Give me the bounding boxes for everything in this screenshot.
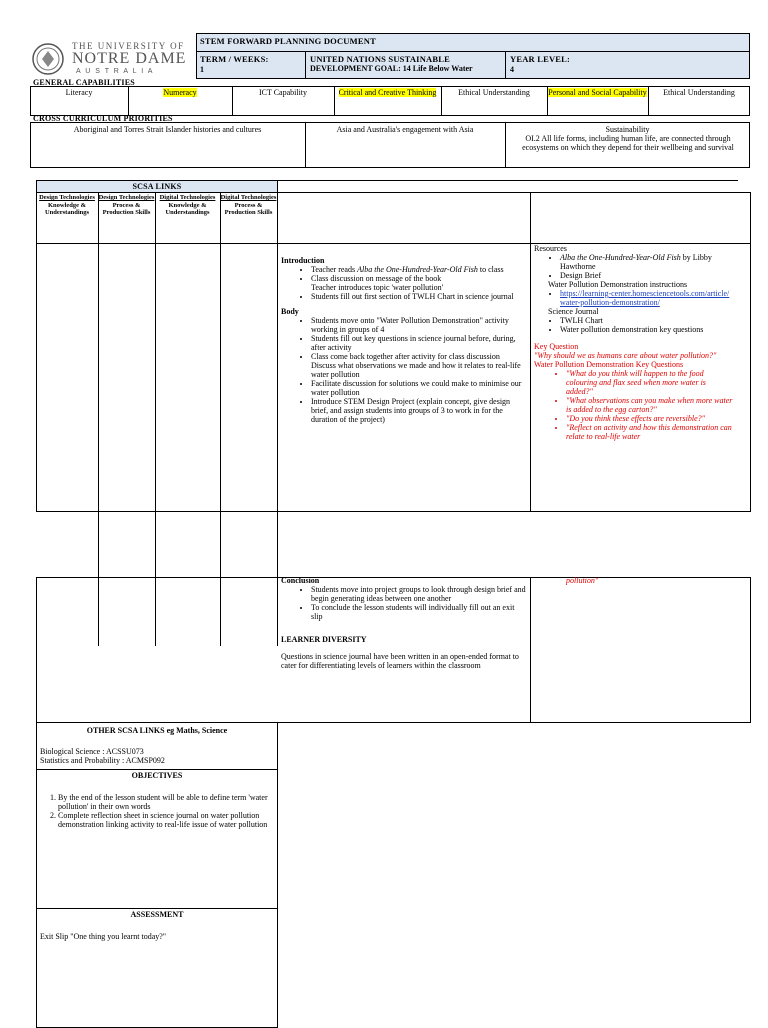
key-question-body: "Why should we as humans care about water pollution?" — [534, 351, 717, 360]
list-item: • Water pollution demonstration key questions — [560, 325, 734, 334]
capability-numeracy: Numeracy — [163, 88, 197, 97]
goal-cell — [305, 51, 506, 79]
scsa-links-heading: SCSA LINKS — [132, 182, 182, 191]
ccp-asia: Asia and Australia's engagement with Asia — [336, 125, 474, 134]
scsa-col-dt-knowledge: Design Technologies Knowledge & Understandings — [39, 194, 95, 216]
objectives-cell — [36, 769, 278, 909]
assessment-cell — [36, 908, 278, 1028]
list-item: • Teacher reads Alba the One-Hundred-Year-Old Fish to class — [311, 265, 526, 274]
assessment-body: Exit Slip "One thing you learnt today?" — [40, 932, 167, 941]
other-links-heading: OTHER SCSA LINKS eg Maths, Science — [86, 726, 228, 735]
list-item: • Facilitate discussion for solutions we could make to minimise our water pollution — [311, 379, 526, 397]
list-item: • "What do you think will happen to the food colouring and flax seed when more water is added?" — [566, 369, 734, 396]
list-item — [560, 289, 734, 307]
list-item: • Design Brief — [560, 271, 734, 280]
q4-continuation: pollution" — [566, 576, 599, 585]
key-question-heading: Key Question — [534, 342, 579, 351]
other-links-line1: Biological Science : ACSSU073 — [40, 747, 144, 756]
university-name-line2: NOTRE DAME — [72, 50, 187, 67]
term-value: 1 — [200, 65, 204, 74]
cross-curriculum-heading: CROSS CURRICULUM PRIORITIES — [33, 114, 173, 123]
resources-heading: Resources — [534, 244, 567, 253]
intro-list — [281, 265, 526, 301]
list-item: • Students fill out first section of TWLH Chart in science journal — [311, 292, 526, 301]
list-item: • TWLH Chart — [560, 316, 734, 325]
resource-line: Science Journal — [548, 307, 599, 316]
objectives-list — [40, 793, 290, 829]
university-logo — [28, 38, 196, 80]
scsa-col-digt-knowledge: Digital Technologies Knowledge & Understandings — [159, 194, 216, 216]
list-item: 1. By the end of the lesson student will be able to define term 'water pollution' in their own words — [58, 793, 290, 811]
wp-questions-heading: Water Pollution Demonstration Key Questions — [534, 360, 684, 369]
term-cell — [196, 51, 306, 79]
resource-line: Water Pollution Demonstration instructions — [548, 280, 688, 289]
scsa-col-digt-process: Digital Technologies Process & Production Skills — [220, 194, 277, 216]
capability-personal-social: Personal and Social Capability — [548, 88, 647, 97]
year-value: 4 — [510, 65, 514, 74]
general-capabilities-heading: GENERAL CAPABILITIES — [33, 78, 135, 87]
capability-ethical: Ethical Understanding — [458, 88, 530, 97]
university-name-line3: A U S T R A L I A — [76, 68, 154, 75]
goal-line1: UNITED NATIONS SUSTAINABLE — [310, 54, 450, 64]
list-item: • Class discussion on message of the book Teacher introduces topic 'water pollution' — [311, 274, 526, 292]
list-item: • Alba the One-Hundred-Year-Old Fish by Libby Hawthorne — [560, 253, 734, 271]
capability-ethical-2: Ethical Understanding — [663, 88, 735, 97]
list-item: 2. Complete reflection sheet in science journal on water pollution demonstration linking activity to real-life issue of water pollution — [58, 811, 290, 829]
year-cell — [505, 51, 750, 79]
learner-diversity-heading: LEARNER DIVERSITY — [281, 635, 367, 644]
other-links-line2: Statistics and Probability : ACMSP092 — [40, 756, 165, 765]
list-item: • Class come back together after activity for class discussion Discuss what observations we made and how it relates to real-life water pollution — [311, 352, 526, 379]
body-heading: Body — [281, 307, 299, 316]
university-name-line1: THE UNIVERSITY OF — [72, 41, 185, 51]
list-item: • To conclude the lesson students will individually fill out an exit slip — [311, 603, 526, 621]
scsa-col-dt-process: Design Technologies Process & Production Skills — [98, 194, 155, 216]
lesson-procedure-cont — [281, 576, 526, 670]
doc-title-cell — [196, 33, 750, 52]
assessment-heading: ASSESSMENT — [130, 910, 184, 919]
term-label: TERM / WEEKS: — [200, 54, 269, 64]
list-item: • Students move onto "Water Pollution Demonstration" activity working in groups of 4 — [311, 316, 526, 334]
list-item: • Students fill out key questions in science journal before, during, after activity — [311, 334, 526, 352]
objectives-heading: OBJECTIVES — [131, 771, 183, 780]
ccp-sustainability-title: Sustainability — [605, 125, 650, 134]
capability-critical-creative: Critical and Creative Thinking — [338, 88, 437, 97]
resources-panel — [534, 244, 734, 441]
list-item: • "What observations can you make when more water is added to the egg carton?" — [566, 396, 734, 414]
body-list — [281, 316, 526, 424]
goal-line2: DEVELOPMENT GOAL: 14 Life Below Water — [310, 64, 473, 73]
ccp-aboriginal: Aboriginal and Torres Strait Islander histories and cultures — [73, 125, 262, 134]
ccp-sustainability-body: OI.2 All life forms, including human life, are connected through ecosystems on which they depend for their wellbeing and survival — [522, 134, 734, 152]
lesson-procedure — [281, 256, 526, 424]
crest-icon — [32, 42, 64, 76]
demo-link[interactable]: https://learning-center.homesciencetools.com/article/water-pollution-demonstration/ — [560, 289, 730, 307]
learner-diversity-body: Questions in science journal have been written in an open-ended format to cater for differentiating levels of learners within the classroom — [281, 652, 519, 670]
year-label: YEAR LEVEL: — [510, 54, 571, 64]
list-item: • Introduce STEM Design Project (explain concept, give design brief, and assign students into groups of 3 to work in for the duration of the project) — [311, 397, 526, 424]
list-item: • "Do you think these effects are reversible?" — [566, 414, 734, 423]
conclusion-heading: Conclusion — [281, 576, 320, 585]
intro-heading: Introduction — [281, 256, 325, 265]
list-item: • Students move into project groups to look through design brief and begin generating ideas between one another — [311, 585, 526, 603]
capability-ict: ICT Capability — [258, 88, 308, 97]
capability-literacy: Literacy — [65, 88, 93, 97]
list-item: • "Reflect on activity and how this demonstration can relate to real-life water — [566, 423, 734, 441]
doc-title: STEM FORWARD PLANNING DOCUMENT — [200, 36, 376, 46]
